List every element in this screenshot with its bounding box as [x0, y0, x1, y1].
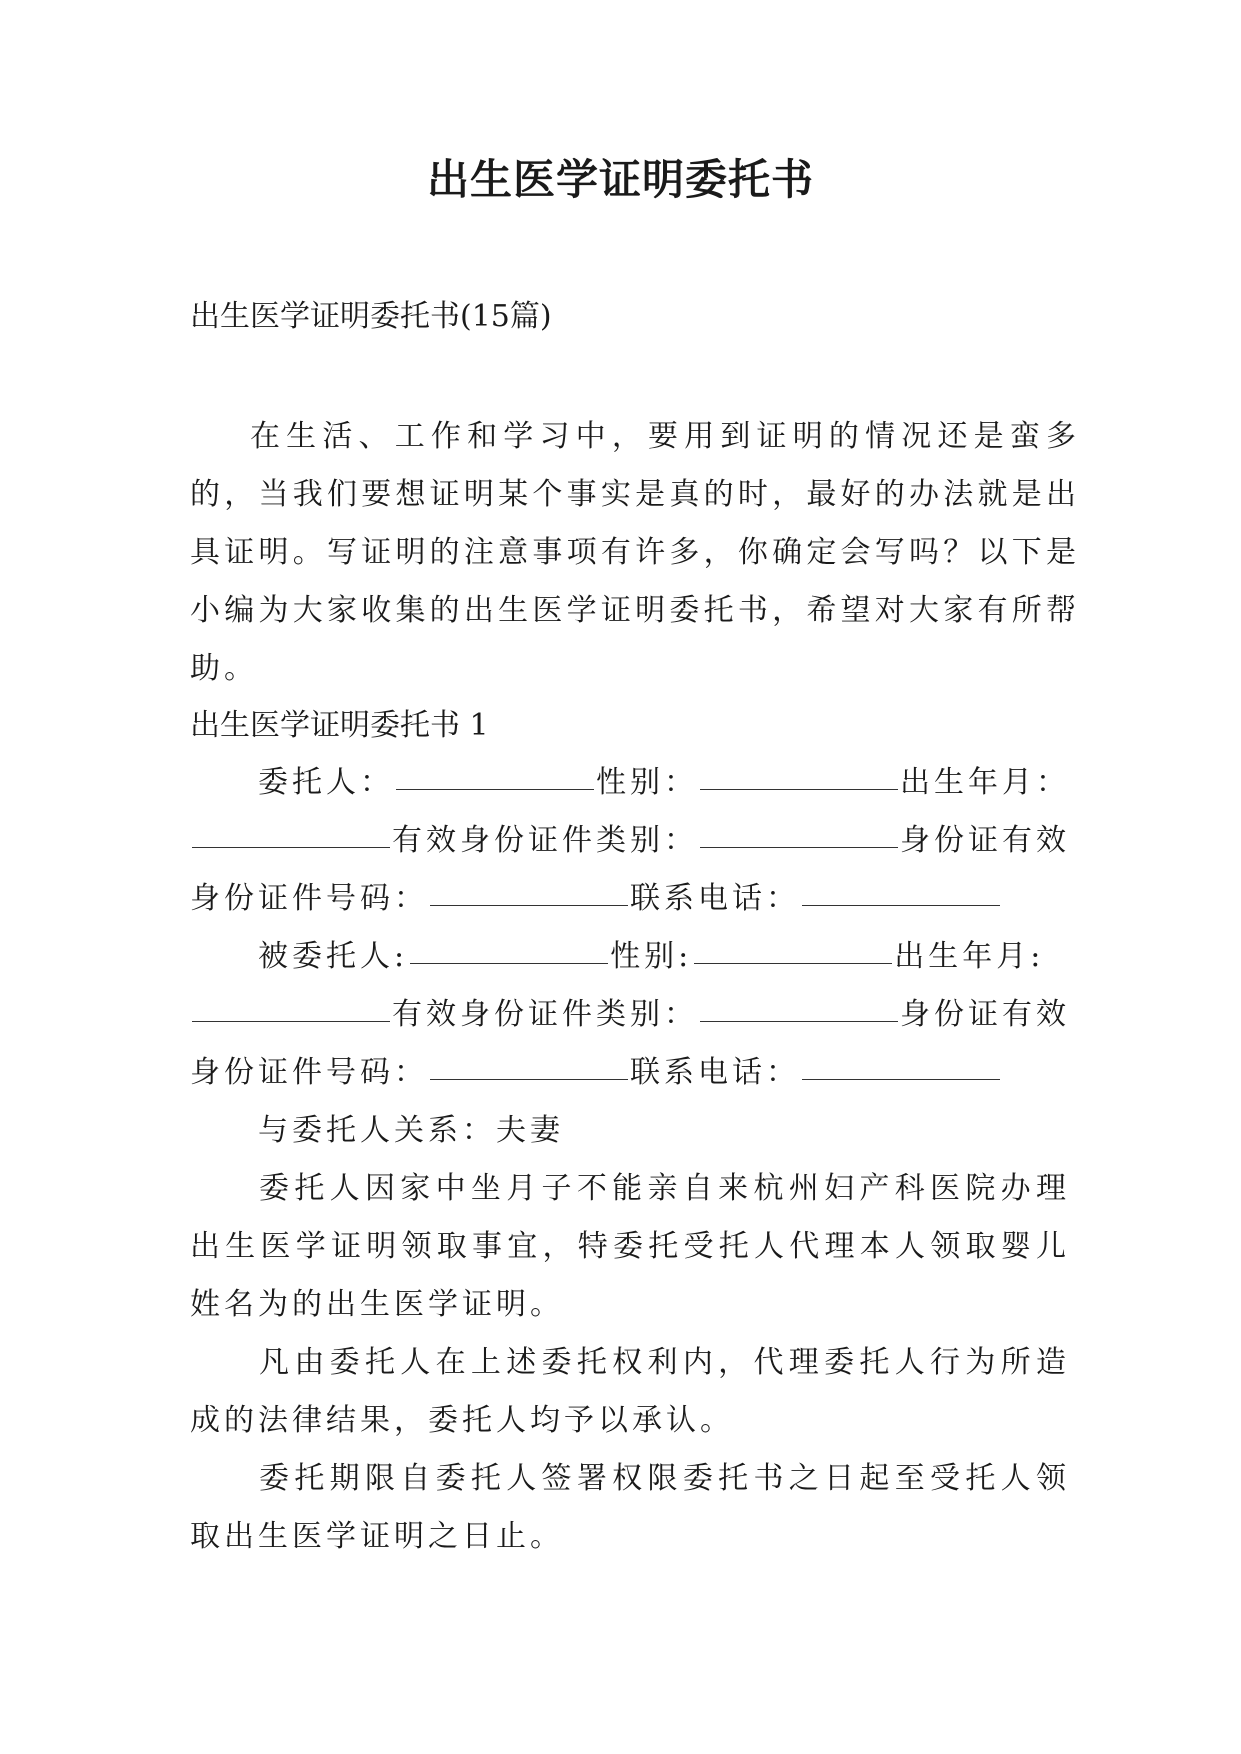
agent-id-valid-label: 身份证有效: [900, 997, 1070, 1032]
intro-section: [190, 408, 1080, 698]
body-paragraph-2-wrapper: [190, 1334, 1070, 1450]
agent-line-2: [190, 986, 1070, 1044]
principal-id-valid-label: 身份证有效: [900, 823, 1070, 858]
agent-gender-label: 性别:: [610, 939, 693, 974]
document-title: 出生医学证明委托书: [426, 155, 814, 204]
agent-id-number-blank[interactable]: [430, 1079, 628, 1080]
principal-name-blank[interactable]: [396, 789, 594, 790]
principal-id-number-blank[interactable]: [430, 905, 628, 906]
principal-name-label: 委托人：: [258, 765, 394, 800]
document-subtitle: 出生医学证明委托书(15篇): [190, 299, 552, 334]
principal-id-type-blank[interactable]: [700, 847, 898, 848]
principal-gender-label: 性别：: [596, 765, 698, 800]
principal-id-type-label: 有效身份证件类别：: [392, 823, 698, 858]
body-paragraph: 委托人因家中坐月子不能亲自来杭州妇产科医院办理出生医学证明领取事宜，特委托受托人代理本人领取婴儿姓名为的出生医学证明。: [190, 1171, 1070, 1322]
body-paragraph-3-wrapper: [190, 1450, 1070, 1566]
agent-name-label: 被委托人:: [258, 939, 409, 974]
agent-birth-label: 出生年月:: [894, 939, 1045, 974]
section-heading: 出生医学证明委托书 1: [190, 708, 489, 743]
agent-phone-label: 联系电话：: [630, 1055, 800, 1090]
agent-id-type-blank[interactable]: [700, 1021, 898, 1022]
principal-line-2: [190, 812, 1070, 870]
agent-id-number-label: 身份证件号码：: [190, 1055, 428, 1090]
intro-paragraph: 在生活、工作和学习中，要用到证明的情况还是蛮多的，当我们要想证明某个事实是真的时，最好的办法就是出具证明。写证明的注意事项有许多，你确定会写吗？以下是小编为大家收集的出生医学证明委托书，希望对大家有所帮助。: [190, 419, 1080, 686]
body-paragraph: 委托期限自委托人签署权限委托书之日起至受托人领取出生医学证明之日止。: [190, 1461, 1070, 1554]
principal-gender-blank[interactable]: [700, 789, 898, 790]
principal-line-1: [190, 754, 1138, 812]
body-paragraph: 凡由委托人在上述委托权利内，代理委托人行为所造成的法律结果，委托人均予以承认。: [190, 1345, 1070, 1438]
principal-birth-label: 出生年月：: [900, 765, 1070, 800]
body-paragraph-1-wrapper: [190, 1160, 1070, 1334]
principal-birth-blank[interactable]: [192, 847, 390, 848]
principal-phone-label: 联系电话：: [630, 881, 800, 916]
agent-id-type-label: 有效身份证件类别：: [392, 997, 698, 1032]
agent-birth-blank[interactable]: [192, 1021, 390, 1022]
agent-line-1: [190, 928, 1138, 986]
agent-gender-blank[interactable]: [694, 963, 892, 964]
principal-phone-blank[interactable]: [802, 905, 1000, 906]
agent-name-blank[interactable]: [410, 963, 608, 964]
agent-phone-blank[interactable]: [802, 1079, 1000, 1080]
agent-line-3: [190, 1044, 1070, 1102]
relationship-line: 与委托人关系：夫妻: [258, 1113, 564, 1148]
principal-id-number-label: 身份证件号码：: [190, 881, 428, 916]
principal-line-3: [190, 870, 1070, 928]
